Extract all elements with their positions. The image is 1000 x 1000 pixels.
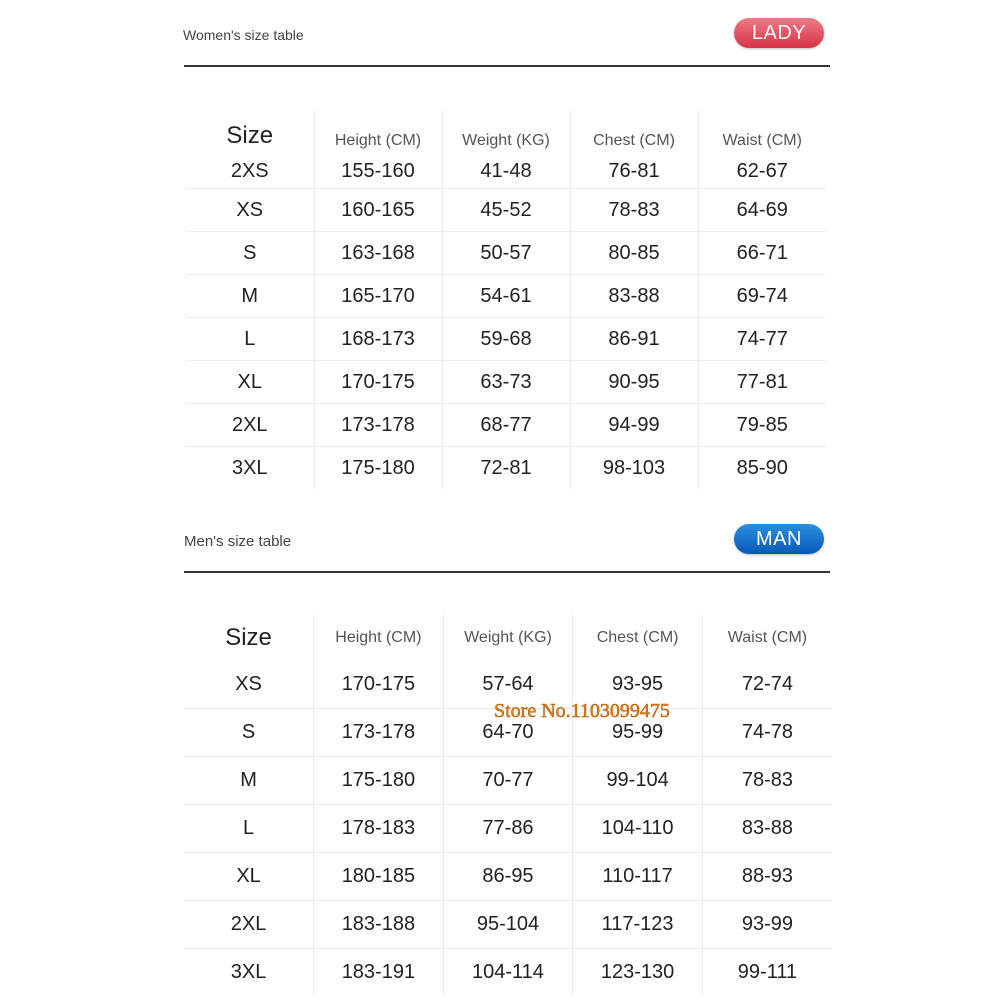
table-cell: 78-83 xyxy=(702,757,832,805)
table-row xyxy=(186,275,826,318)
table-cell: 41-48 xyxy=(442,154,570,189)
table-cell: 123-130 xyxy=(573,949,703,997)
table-row xyxy=(186,189,826,232)
table-cell: 85-90 xyxy=(736,456,788,479)
table-cell: 68-77 xyxy=(442,404,570,447)
men-header-3: Chest (CM) xyxy=(573,615,703,661)
table-cell: 99-111 xyxy=(737,961,798,983)
table-cell: 175-180 xyxy=(314,757,444,805)
women-divider xyxy=(184,65,830,67)
table-cell: S xyxy=(184,709,314,757)
table-cell: 168-173 xyxy=(314,318,442,361)
table-cell: 74-78 xyxy=(702,709,832,757)
table-row xyxy=(186,232,826,275)
table-cell: L xyxy=(186,318,314,361)
women-header-0: Size xyxy=(186,110,314,154)
table-cell: 76-81 xyxy=(570,154,698,189)
women-table-title: Women's size table xyxy=(183,27,304,43)
table-cell: 104-110 xyxy=(573,805,703,853)
table-cell: 95-104 xyxy=(443,901,573,949)
men-table-title: Men's size table xyxy=(184,533,292,550)
women-header-1: Height (CM) xyxy=(314,110,442,154)
table-cell: 90-95 xyxy=(570,361,698,404)
table-row xyxy=(184,853,832,901)
table-cell: 178-183 xyxy=(314,805,444,853)
table-cell: S xyxy=(186,232,314,275)
table-cell: 94-99 xyxy=(570,404,698,447)
men-divider xyxy=(184,571,830,573)
table-cell: 78-83 xyxy=(570,189,698,232)
table-cell: 66-71 xyxy=(698,232,826,275)
table-cell: 93-99 xyxy=(702,901,832,949)
table-cell: 3XL xyxy=(184,949,314,997)
men-header-1: Height (CM) xyxy=(314,615,444,661)
table-cell: 104-114 xyxy=(443,949,573,997)
table-cell: XS xyxy=(184,661,314,709)
women-size-table xyxy=(186,110,826,489)
table-cell: 86-95 xyxy=(443,853,573,901)
table-cell: 45-52 xyxy=(442,189,570,232)
table-cell: 54-61 xyxy=(442,275,570,318)
table-cell: 170-175 xyxy=(314,661,444,709)
table-cell: 173-178 xyxy=(314,709,444,757)
table-row xyxy=(186,361,826,404)
table-cell: 50-57 xyxy=(442,232,570,275)
table-cell: 77-86 xyxy=(443,805,573,853)
table-cell: 110-117 xyxy=(573,853,703,901)
table-cell: 173-178 xyxy=(314,404,442,447)
table-cell: 180-185 xyxy=(314,853,444,901)
table-cell: 69-74 xyxy=(698,275,826,318)
table-row xyxy=(186,318,826,361)
women-table-body xyxy=(186,154,826,489)
table-cell: 88-93 xyxy=(702,853,832,901)
table-cell: M xyxy=(184,757,314,805)
table-cell: 170-175 xyxy=(314,361,442,404)
table-cell: 79-85 xyxy=(698,404,826,447)
table-cell: 83-88 xyxy=(702,805,832,853)
table-cell: 74-77 xyxy=(698,318,826,361)
table-cell: 183-188 xyxy=(314,901,444,949)
table-cell: 3XL xyxy=(186,447,314,490)
table-cell: 2XL xyxy=(186,404,314,447)
men-size-table xyxy=(184,615,832,996)
table-cell: 165-170 xyxy=(314,275,442,318)
women-header-row xyxy=(186,110,826,154)
table-cell: 98-103 xyxy=(570,447,698,490)
table-row xyxy=(184,949,832,997)
table-cell: 2XL xyxy=(184,901,314,949)
table-cell: 160-165 xyxy=(314,189,442,232)
man-badge: MAN xyxy=(734,524,824,554)
table-cell: 2XS xyxy=(186,154,314,189)
table-cell: 155-160 xyxy=(314,154,442,189)
lady-badge: LADY xyxy=(734,18,824,48)
men-header-0: Size xyxy=(184,615,314,661)
table-cell: 93-95 xyxy=(573,661,703,709)
table-cell: 70-77 xyxy=(443,757,573,805)
table-row xyxy=(186,404,826,447)
table-cell: 63-73 xyxy=(442,361,570,404)
table-cell: 57-64 xyxy=(443,661,573,709)
table-row xyxy=(184,901,832,949)
women-header-3: Chest (CM) xyxy=(570,110,698,154)
table-cell: XL xyxy=(184,853,314,901)
table-cell: 80-85 xyxy=(570,232,698,275)
table-row xyxy=(184,757,832,805)
table-cell: 62-67 xyxy=(698,154,826,189)
table-cell: 64-70 xyxy=(443,709,573,757)
table-cell: XS xyxy=(186,189,314,232)
table-cell: 77-81 xyxy=(698,361,826,404)
table-row xyxy=(186,447,826,490)
table-cell: 95-99 xyxy=(573,709,703,757)
women-header-2: Weight (KG) xyxy=(442,110,570,154)
table-cell: 59-68 xyxy=(442,318,570,361)
men-header-2: Weight (KG) xyxy=(443,615,573,661)
table-cell: 72-81 xyxy=(442,447,570,490)
table-cell: 83-88 xyxy=(570,275,698,318)
table-cell: L xyxy=(184,805,314,853)
men-header-4: Waist (CM) xyxy=(727,629,808,646)
table-cell: 117-123 xyxy=(573,901,703,949)
table-cell: XL xyxy=(186,361,314,404)
table-cell: 175-180 xyxy=(314,447,442,490)
women-header-4: Waist (CM) xyxy=(722,132,802,149)
store-watermark: Store No.1103099475 xyxy=(494,700,670,722)
table-row xyxy=(184,805,832,853)
table-cell: 72-74 xyxy=(702,661,832,709)
table-cell: 183-191 xyxy=(314,949,444,997)
table-cell: 99-104 xyxy=(573,757,703,805)
table-cell: 64-69 xyxy=(698,189,826,232)
table-cell: 163-168 xyxy=(314,232,442,275)
table-cell: M xyxy=(186,275,314,318)
men-header-row xyxy=(184,615,832,661)
table-cell: 86-91 xyxy=(570,318,698,361)
table-row xyxy=(186,154,826,189)
